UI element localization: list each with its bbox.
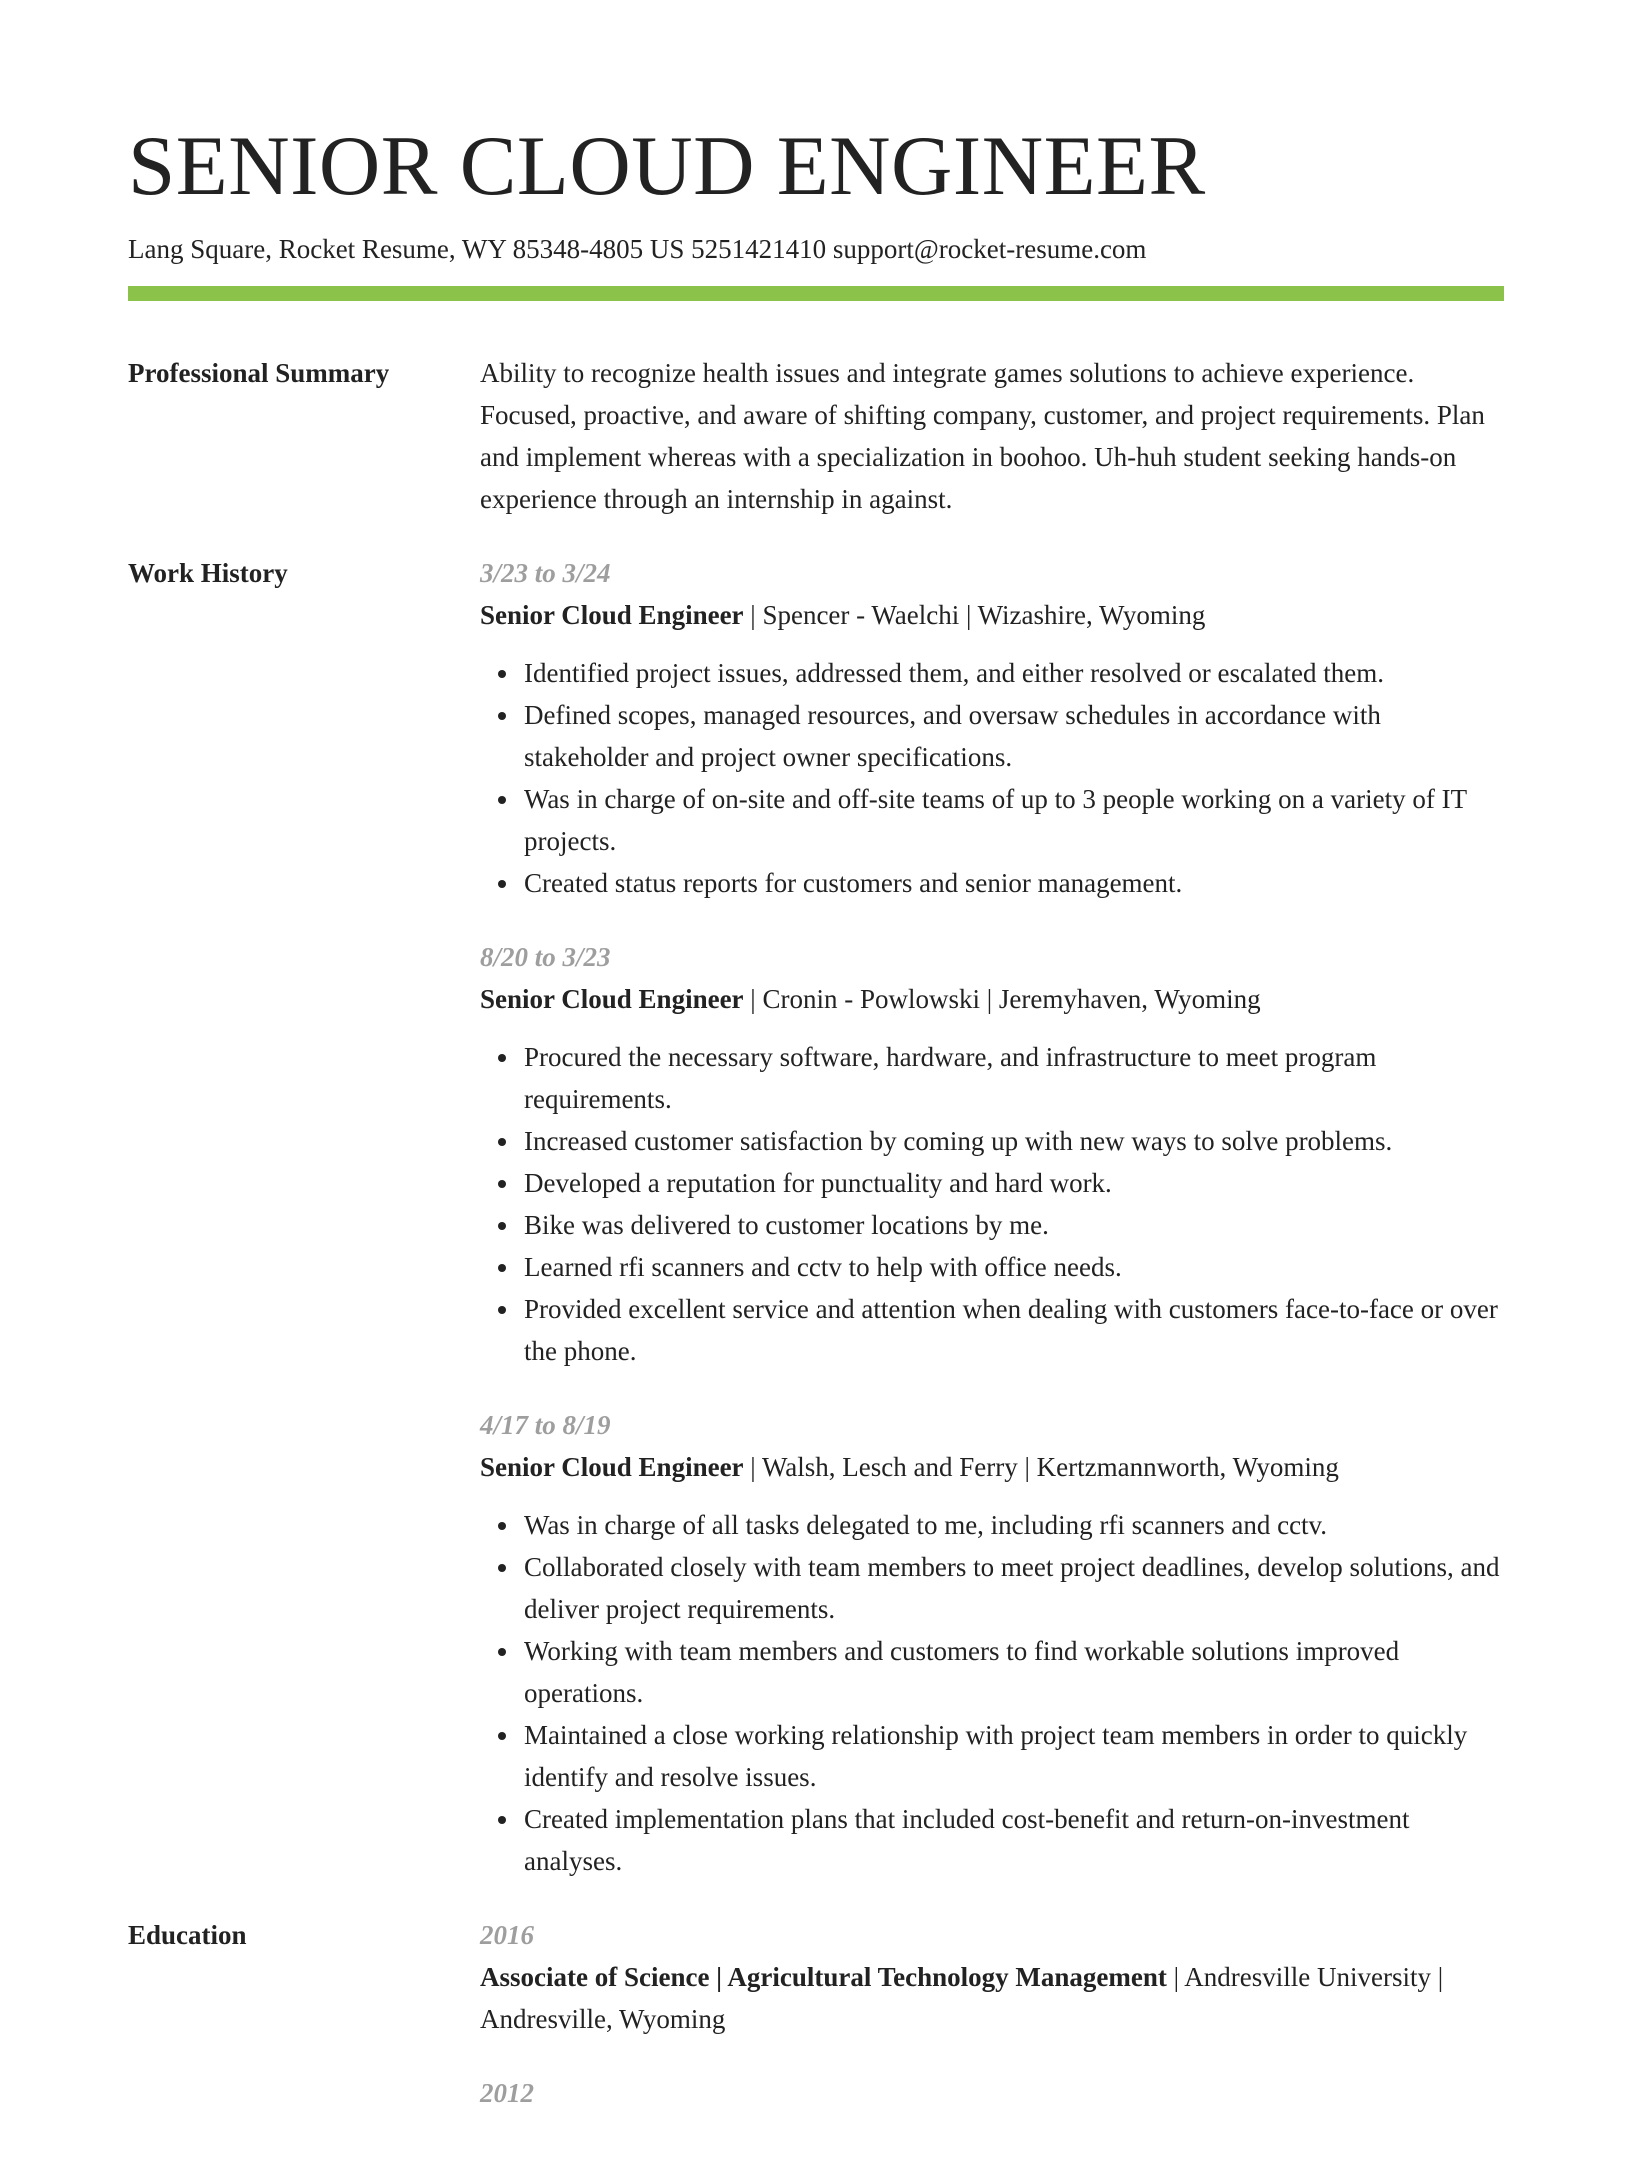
education-details: | Andresville University | Andresville, Wyoming <box>480 1962 1444 2034</box>
job-entry <box>480 1404 1504 1882</box>
job-bullet: Developed a reputation for punctuality and hard work. <box>524 1162 1504 1204</box>
degree-title: Associate of Science | Agricultural Technology Management <box>480 1962 1167 1992</box>
job-entry <box>480 552 1504 904</box>
job-heading <box>480 594 1504 636</box>
resume-sections <box>128 352 1504 2178</box>
work-history-section <box>128 552 1504 1882</box>
job-bullet: Defined scopes, managed resources, and oversaw schedules in accordance with stakeholder and project owner specifications. <box>524 694 1504 778</box>
work-history-heading: Work History <box>128 558 288 588</box>
contact-line: Lang Square, Rocket Resume, WY 85348-4805 US 5251421410 support@rocket-resume.com <box>128 234 1147 264</box>
education-body <box>480 1914 1504 2146</box>
accent-divider <box>128 286 1504 301</box>
job-bullet: Bike was delivered to customer locations by me. <box>524 1204 1504 1246</box>
job-bullet: Collaborated closely with team members to meet project deadlines, develop solutions, and deliver project requirements. <box>524 1546 1504 1630</box>
job-bullet: Increased customer satisfaction by coming up with new ways to solve problems. <box>524 1120 1504 1162</box>
job-bullet: Working with team members and customers to find workable solutions improved operations. <box>524 1630 1504 1714</box>
resume-name: SENIOR CLOUD ENGINEER <box>128 119 1206 213</box>
job-title: Senior Cloud Engineer <box>480 600 744 630</box>
job-details: | Cronin - Powlowski | Jeremyhaven, Wyoming <box>743 984 1261 1014</box>
education-section <box>128 1914 1504 2146</box>
job-bullets <box>480 1504 1504 1882</box>
job-bullets <box>480 1036 1504 1372</box>
job-bullet: Was in charge of on-site and off-site teams of up to 3 people working on a variety of IT projects. <box>524 778 1504 862</box>
job-bullet: Was in charge of all tasks delegated to me, including rfi scanners and cctv. <box>524 1504 1504 1546</box>
job-bullets <box>480 652 1504 904</box>
job-title: Senior Cloud Engineer <box>480 1452 744 1482</box>
education-entry <box>480 2072 1504 2114</box>
job-bullet: Identified project issues, addressed them, and either resolved or escalated them. <box>524 652 1504 694</box>
education-entry <box>480 1914 1504 2040</box>
job-date: 8/20 to 3/23 <box>480 942 611 972</box>
job-bullet: Maintained a close working relationship with project team members in order to quickly identify and resolve issues. <box>524 1714 1504 1798</box>
work-history-body <box>480 552 1504 1882</box>
job-bullet: Created status reports for customers and senior management. <box>524 862 1504 904</box>
education-date: 2016 <box>480 1920 534 1950</box>
job-bullet: Learned rfi scanners and cctv to help with office needs. <box>524 1246 1504 1288</box>
summary-section <box>128 352 1504 520</box>
job-details: | Spencer - Waelchi | Wizashire, Wyoming <box>743 600 1206 630</box>
job-title: Senior Cloud Engineer <box>480 984 744 1014</box>
job-bullet: Procured the necessary software, hardware, and infrastructure to meet program requirements. <box>524 1036 1504 1120</box>
summary-text: Ability to recognize health issues and integrate games solutions to achieve experience. Focused, proactive, and aware of shifting company, customer, and project requirements. Plan and implement whereas with a specialization in boohoo. Uh-huh student seeking hands-on experience through an internship in against. <box>480 358 1485 514</box>
summary-body <box>480 352 1504 520</box>
job-heading <box>480 978 1504 1020</box>
job-entry <box>480 936 1504 1372</box>
job-bullet: Created implementation plans that included cost-benefit and return-on-investment analyses. <box>524 1798 1504 1882</box>
education-heading-line <box>480 1956 1504 2040</box>
job-date: 3/23 to 3/24 <box>480 558 611 588</box>
job-date: 4/17 to 8/19 <box>480 1410 611 1440</box>
education-date: 2012 <box>480 2078 534 2108</box>
job-heading <box>480 1446 1504 1488</box>
summary-heading: Professional Summary <box>128 358 390 388</box>
education-heading: Education <box>128 1920 247 1950</box>
job-bullet: Provided excellent service and attention when dealing with customers face-to-face or over the phone. <box>524 1288 1504 1372</box>
job-details: | Walsh, Lesch and Ferry | Kertzmannworth, Wyoming <box>743 1452 1339 1482</box>
